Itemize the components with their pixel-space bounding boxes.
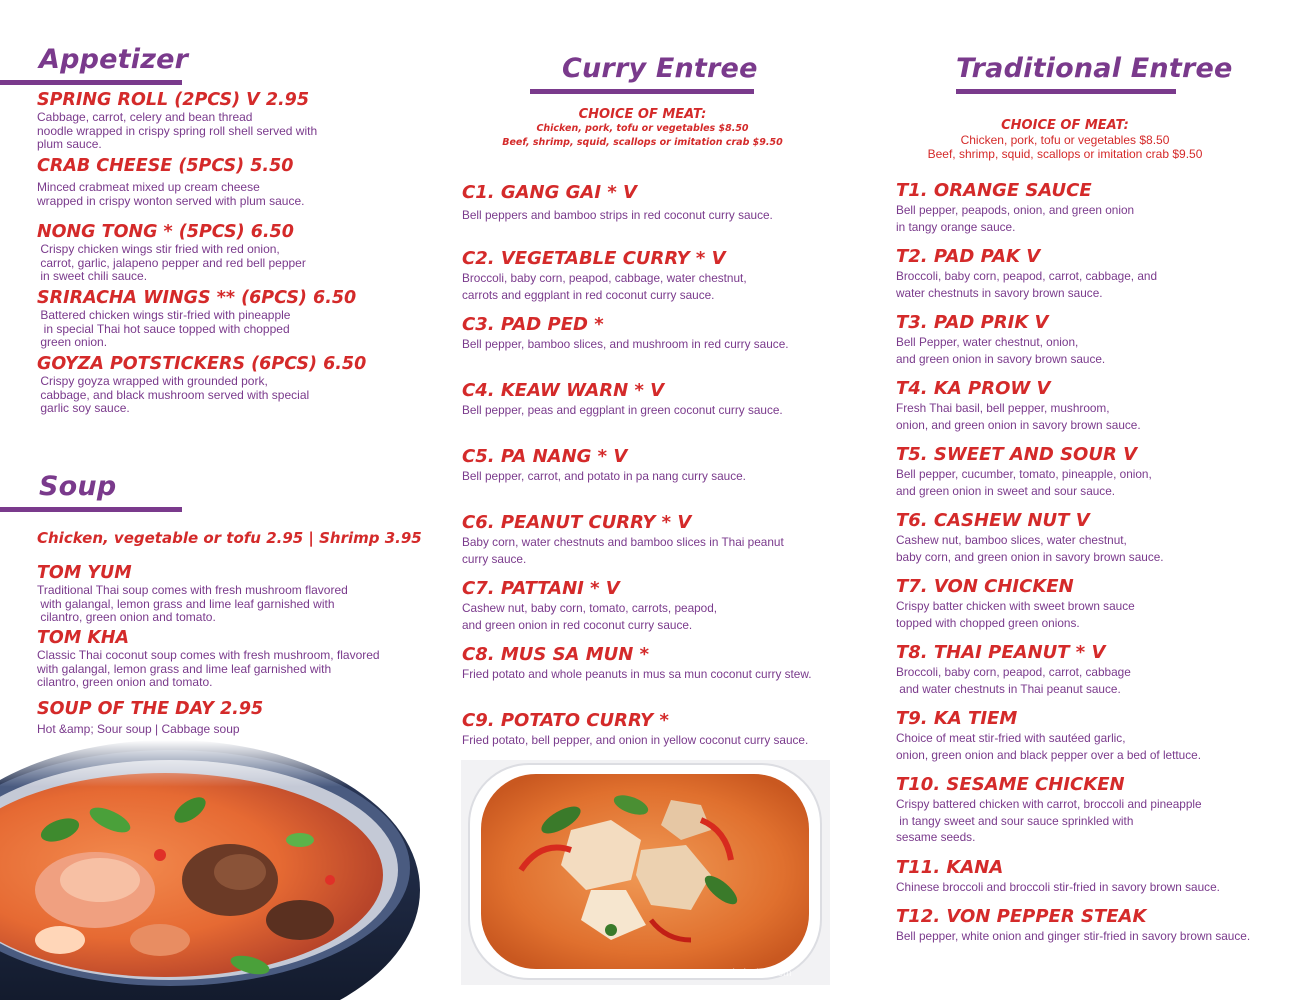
appetizer-item-spring-roll	[37, 89, 397, 152]
traditional-title: Traditional Entree	[956, 53, 1233, 84]
item-name: C4. KEAW WARN * V	[462, 380, 665, 401]
choice-label: CHOICE OF MEAT:	[578, 107, 707, 122]
item-description: Cashew nut, bamboo slices, water chestnut, baby corn, and green onion in savory brown sauce.	[896, 533, 1164, 564]
item-name: T3. PAD PRIK V	[896, 312, 1049, 333]
item-name: T7. VON CHICKEN	[896, 576, 1074, 597]
item-description: Minced crabmeat mixed up cream cheese wrapped in crispy wonton served with plum sauce.	[37, 180, 305, 208]
item-description: Broccoli, baby corn, peapod, carrot, cabbage, and water chestnuts in savory brown sauce.	[896, 269, 1158, 300]
curry-title: Curry Entree	[562, 53, 758, 84]
item-description: Baby corn, water chestnuts and bamboo slices in Thai peanut curry sauce.	[462, 535, 784, 566]
soup-item-tom-kha	[37, 627, 407, 690]
item-name: TOM YUM	[37, 563, 132, 583]
item-name: T10. SESAME CHICKEN	[896, 774, 1125, 795]
appetizer-title: Appetizer	[39, 44, 189, 75]
traditional-item-t11	[896, 857, 1286, 896]
item-description: Classic Thai coconut soup comes with fresh mushroom, flavored with galangal, lemon grass and lime leaf garnished with cilantro, green onion and tomato.	[37, 648, 380, 689]
choice-line-1: Chicken, pork, tofu or vegetables $8.50	[536, 123, 749, 134]
item-description: Bell pepper, carrot, and potato in pa nang curry sauce.	[462, 469, 746, 483]
photo-credit: ©ThaiTable.com	[719, 968, 792, 979]
item-description: Crispy goyza wrapped with grounded pork, cabbage, and black mushroom served with special garlic soy sauce.	[40, 374, 310, 415]
item-name: SRIRACHA WINGS ** (6PCS) 6.50	[37, 288, 357, 308]
curry-item-c2	[462, 248, 842, 303]
item-description: Broccoli, baby corn, peapod, cabbage, water chestnut, carrots and eggplant in red coconut curry sauce.	[462, 271, 747, 302]
item-name: GOYZA POTSTICKERS (6PCS) 6.50	[37, 354, 367, 374]
traditional-item-t4	[896, 378, 1286, 433]
item-name: T8. THAI PEANUT * V	[896, 642, 1106, 663]
appetizer-item-goyza-potstickers	[37, 353, 397, 416]
tom-yum-soup-photo	[0, 740, 420, 1000]
soup-item-soup-of-the-day	[37, 698, 407, 737]
soup-title: Soup	[39, 471, 117, 502]
item-description: Chinese broccoli and broccoli stir-fried in savory brown sauce.	[896, 880, 1220, 894]
item-description: Crispy batter chicken with sweet brown sauce topped with chopped green onions.	[896, 599, 1135, 630]
choice-label: CHOICE OF MEAT:	[1001, 118, 1129, 133]
item-name: SPRING ROLL (2PCS) V 2.95	[37, 90, 309, 110]
appetizer-item-nong-tong	[37, 221, 397, 284]
item-description: Fried potato and whole peanuts in mus sa mun coconut curry stew.	[462, 667, 812, 681]
traditional-item-t1	[896, 180, 1286, 235]
item-name: T12. VON PEPPER STEAK	[896, 906, 1147, 927]
item-name: T9. KA TIEM	[896, 708, 1018, 729]
curry-item-c1	[462, 182, 842, 224]
item-description: Fresh Thai basil, bell pepper, mushroom, onion, and green onion in savory brown sauce.	[896, 401, 1141, 432]
item-description: Choice of meat stir-fried with sautéed garlic, onion, green onion and black pepper over a bed of lettuce.	[896, 731, 1201, 762]
traditional-item-t7	[896, 576, 1286, 631]
curry-item-c3	[462, 314, 842, 353]
traditional-item-t2	[896, 246, 1286, 301]
red-curry-photo	[461, 760, 830, 985]
item-name: C5. PA NANG * V	[462, 446, 628, 467]
item-name: C1. GANG GAI * V	[462, 182, 637, 203]
item-description: Hot &amp; Sour soup | Cabbage soup	[37, 722, 240, 736]
item-name: T4. KA PROW V	[896, 378, 1051, 399]
item-name: CRAB CHEESE (5PCS) 5.50	[37, 156, 294, 176]
appetizer-item-crab-cheese	[37, 155, 397, 208]
item-name: T1. ORANGE SAUCE	[896, 180, 1092, 201]
curry-item-c6	[462, 512, 842, 567]
item-description: Bell pepper, bamboo slices, and mushroom in red curry sauce.	[462, 337, 789, 351]
item-name: NONG TONG * (5PCS) 6.50	[37, 222, 294, 242]
soup-prices: Chicken, vegetable or tofu 2.95 | Shrimp 3.95	[37, 529, 422, 547]
traditional-item-t6	[896, 510, 1286, 565]
curry-item-c9	[462, 710, 842, 749]
traditional-underline	[956, 89, 1176, 94]
soup-item-tom-yum	[37, 562, 407, 625]
choice-line-1: Chicken, pork, tofu or vegetables $8.50	[960, 133, 1170, 147]
traditional-item-t3	[896, 312, 1286, 367]
item-name: C6. PEANUT CURRY * V	[462, 512, 692, 533]
item-description: Bell pepper, cucumber, tomato, pineapple, onion, and green onion in sweet and sour sauce.	[896, 467, 1152, 498]
appetizer-underline	[0, 80, 182, 85]
choice-line-2: Beef, shrimp, squid, scallops or imitation crab $9.50	[502, 137, 783, 148]
traditional-item-t9	[896, 708, 1286, 763]
traditional-meat-choice	[905, 118, 1225, 161]
item-description: Fried potato, bell pepper, and onion in yellow coconut curry sauce.	[462, 733, 809, 747]
item-description: Bell Pepper, water chestnut, onion, and green onion in savory brown sauce.	[896, 335, 1106, 366]
curry-item-c4	[462, 380, 842, 419]
traditional-item-t5	[896, 444, 1286, 499]
item-name: C7. PATTANI * V	[462, 578, 620, 599]
item-description: Bell peppers and bamboo strips in red coconut curry sauce.	[462, 208, 773, 222]
traditional-item-t10	[896, 774, 1286, 846]
choice-line-2: Beef, shrimp, squid, scallops or imitation crab $9.50	[927, 147, 1203, 161]
item-description: Cashew nut, baby corn, tomato, carrots, peapod, and green onion in red coconut curry sauce.	[462, 601, 718, 632]
item-name: T11. KANA	[896, 857, 1004, 878]
curry-item-c7	[462, 578, 842, 633]
item-description: Battered chicken wings stir-fried with pineapple in special Thai hot sauce topped with chopped green onion.	[40, 308, 291, 349]
curry-underline	[530, 89, 754, 94]
item-name: TOM KHA	[37, 628, 130, 648]
item-name: SOUP OF THE DAY 2.95	[37, 699, 264, 719]
item-description: Traditional Thai soup comes with fresh mushroom flavored with galangal, lemon grass and lime leaf garnished with cilantro, green onion and tomato.	[37, 583, 348, 624]
item-description: Bell pepper, peas and eggplant in green coconut curry sauce.	[462, 403, 783, 417]
item-description: Cabbage, carrot, celery and bean thread noodle wrapped in crispy spring roll shell served with plum sauce.	[37, 110, 318, 151]
traditional-item-t8	[896, 642, 1286, 697]
item-name: C9. POTATO CURRY *	[462, 710, 669, 731]
item-name: C2. VEGETABLE CURRY * V	[462, 248, 726, 269]
item-name: C3. PAD PED *	[462, 314, 604, 335]
item-description: Crispy chicken wings stir fried with red onion, carrot, garlic, jalapeno pepper and red bell pepper in sweet chili sauce.	[40, 242, 306, 283]
item-name: T5. SWEET AND SOUR V	[896, 444, 1138, 465]
curry-meat-choice	[470, 107, 815, 150]
item-description: Bell pepper, white onion and ginger stir-fried in savory brown sauce.	[896, 929, 1251, 943]
curry-item-c5	[462, 446, 842, 485]
item-name: T6. CASHEW NUT V	[896, 510, 1090, 531]
traditional-item-t12	[896, 906, 1286, 945]
appetizer-item-sriracha-wings	[37, 287, 397, 350]
item-description: Broccoli, baby corn, peapod, carrot, cabbage and water chestnuts in Thai peanut sauce.	[896, 665, 1131, 696]
item-description: Crispy battered chicken with carrot, broccoli and pineapple in tangy sweet and sour sauce sprinkled with sesame seeds.	[896, 797, 1202, 844]
item-name: T2. PAD PAK V	[896, 246, 1041, 267]
soup-underline	[0, 507, 182, 512]
item-name: C8. MUS SA MUN *	[462, 644, 650, 665]
curry-item-c8	[462, 644, 842, 683]
item-description: Bell pepper, peapods, onion, and green onion in tangy orange sauce.	[896, 203, 1135, 234]
